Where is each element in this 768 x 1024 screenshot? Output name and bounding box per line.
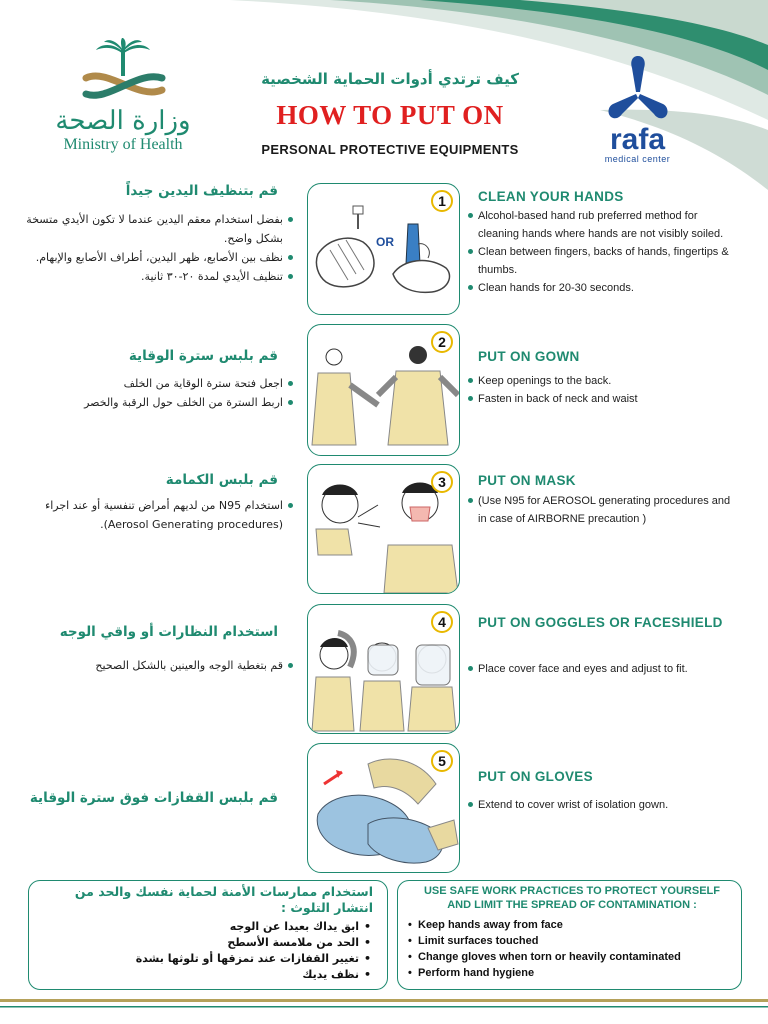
step1-illustration — [307, 183, 460, 315]
step4-title-arabic: استخدام النظارات أو واقي الوجه — [59, 624, 278, 640]
step1-list — [468, 207, 740, 297]
rafa-wordmark: rafa — [609, 123, 666, 156]
step4-illustration — [307, 604, 460, 734]
list-item: Clean hands for 20-30 seconds. — [468, 279, 740, 297]
list-item: Extend to cover wrist of isolation gown. — [468, 796, 740, 814]
safe-practices-title: USE SAFE WORK PRACTICES TO PROTECT YOURSELF AND LIMIT THE SPREAD OF CONTAMINATION : — [423, 885, 720, 911]
list-item: • تغيير القفازات عند تمزقها أو تلوثها بشدة — [51, 951, 371, 967]
step1-title: CLEAN YOUR HANDS — [478, 189, 624, 204]
list-item: تنظيف الأيدي لمدة ٢٠-٣٠ ثانية. — [23, 267, 293, 286]
step4-list-arabic — [23, 656, 293, 675]
step2-illustration — [307, 324, 460, 456]
step5-number-badge: 5 — [431, 750, 453, 772]
step3-illustration — [307, 464, 460, 594]
list-item: • Keep hands away from face — [408, 917, 738, 933]
palm-swords-emblem-icon — [78, 38, 168, 106]
step3-title: PUT ON MASK — [478, 473, 576, 488]
list-item: اجعل فتحة سترة الوقاية من الخلف — [23, 374, 293, 393]
moh-name-english: Ministry of Health — [63, 136, 183, 153]
step1-number-badge: 1 — [431, 190, 453, 212]
safe-practices-list-arabic — [51, 919, 371, 983]
list-item: Place cover face and eyes and adjust to fit. — [468, 660, 740, 678]
page-title-arabic: كيف ترتدي أدوات الحماية الشخصية — [261, 70, 519, 88]
step5-title-arabic: قم بلبس القفازات فوق سترة الوقاية — [29, 790, 278, 806]
safe-practices-box-arabic — [28, 880, 388, 990]
list-item: • الحد من ملامسة الأسطح — [51, 935, 371, 951]
step2-number-badge: 2 — [431, 331, 453, 353]
list-item: Clean between fingers, backs of hands, fingertips & thumbs. — [468, 243, 740, 279]
step1-list-arabic — [23, 210, 293, 286]
step2-list-arabic — [23, 374, 293, 412]
list-item: Fasten in back of neck and waist — [468, 390, 740, 408]
list-item: قم بتغطية الوجه والعينين بالشكل الصحيح — [23, 656, 293, 675]
footer-divider — [0, 997, 768, 1024]
list-item: Keep openings to the back. — [468, 372, 740, 390]
safe-practices-box — [397, 880, 742, 990]
list-item: اربط السترة من الخلف حول الرقبة والخصر — [23, 393, 293, 412]
step1-title-arabic: قم بتنظيف اليدين جيداً — [125, 183, 278, 199]
step3-list-arabic — [23, 496, 293, 534]
step4-list — [468, 660, 740, 678]
list-item: • نظف يديك — [51, 967, 371, 983]
step4-number-badge: 4 — [431, 611, 453, 633]
safe-practices-title-arabic: استخدام ممارسات الأمنة لحماية نفسك والحد من انتشار التلوث : — [74, 884, 373, 915]
list-item: نظف بين الأصابع، ظهر اليدين، أطراف الأصابع والإبهام. — [23, 248, 293, 267]
step5-title: PUT ON GLOVES — [478, 769, 593, 784]
rafa-logo — [590, 52, 685, 172]
list-item: • Change gloves when torn or heavily contaminated — [408, 949, 738, 965]
list-item: • ابق يداك بعيدا عن الوجه — [51, 919, 371, 935]
step4-title: PUT ON GOGGLES OR FACESHIELD — [478, 615, 723, 630]
page-title: HOW TO PUT ON — [276, 100, 504, 130]
moh-logo — [48, 38, 198, 173]
list-item: بفضل استخدام معقم اليدين عندما لا تكون الأيدي متسخة بشكل واضح. — [23, 210, 293, 248]
page-subtitle: PERSONAL PROTECTIVE EQUIPMENTS — [261, 142, 519, 157]
list-item: استخدام N95 من لديهم أمراض تنفسية أو عند اجراء (Aerosol Generating procedures). — [23, 496, 293, 534]
step3-number-badge: 3 — [431, 471, 453, 493]
step5-list — [468, 796, 740, 814]
list-item: • Limit surfaces touched — [408, 933, 738, 949]
safe-practices-list — [408, 917, 738, 981]
step2-title: PUT ON GOWN — [478, 349, 580, 364]
list-item: (Use N95 for AEROSOL generating procedures and in case of AIRBORNE precaution ) — [468, 492, 740, 528]
rafa-tri-emblem-icon — [603, 52, 673, 124]
list-item: • Perform hand hygiene — [408, 965, 738, 981]
or-label: OR — [376, 235, 394, 249]
step5-illustration — [307, 743, 460, 873]
step2-list — [468, 372, 740, 408]
step2-title-arabic: قم بلبس سترة الوقاية — [128, 348, 278, 364]
step3-title-arabic: قم بلبس الكمامة — [165, 472, 278, 488]
moh-name-arabic: وزارة الصحة — [55, 106, 191, 136]
rafa-tagline: medical center — [604, 154, 671, 164]
list-item: Alcohol-based hand rub preferred method for cleaning hands where hands are not visibly soiled. — [468, 207, 740, 243]
step3-list — [468, 492, 740, 528]
